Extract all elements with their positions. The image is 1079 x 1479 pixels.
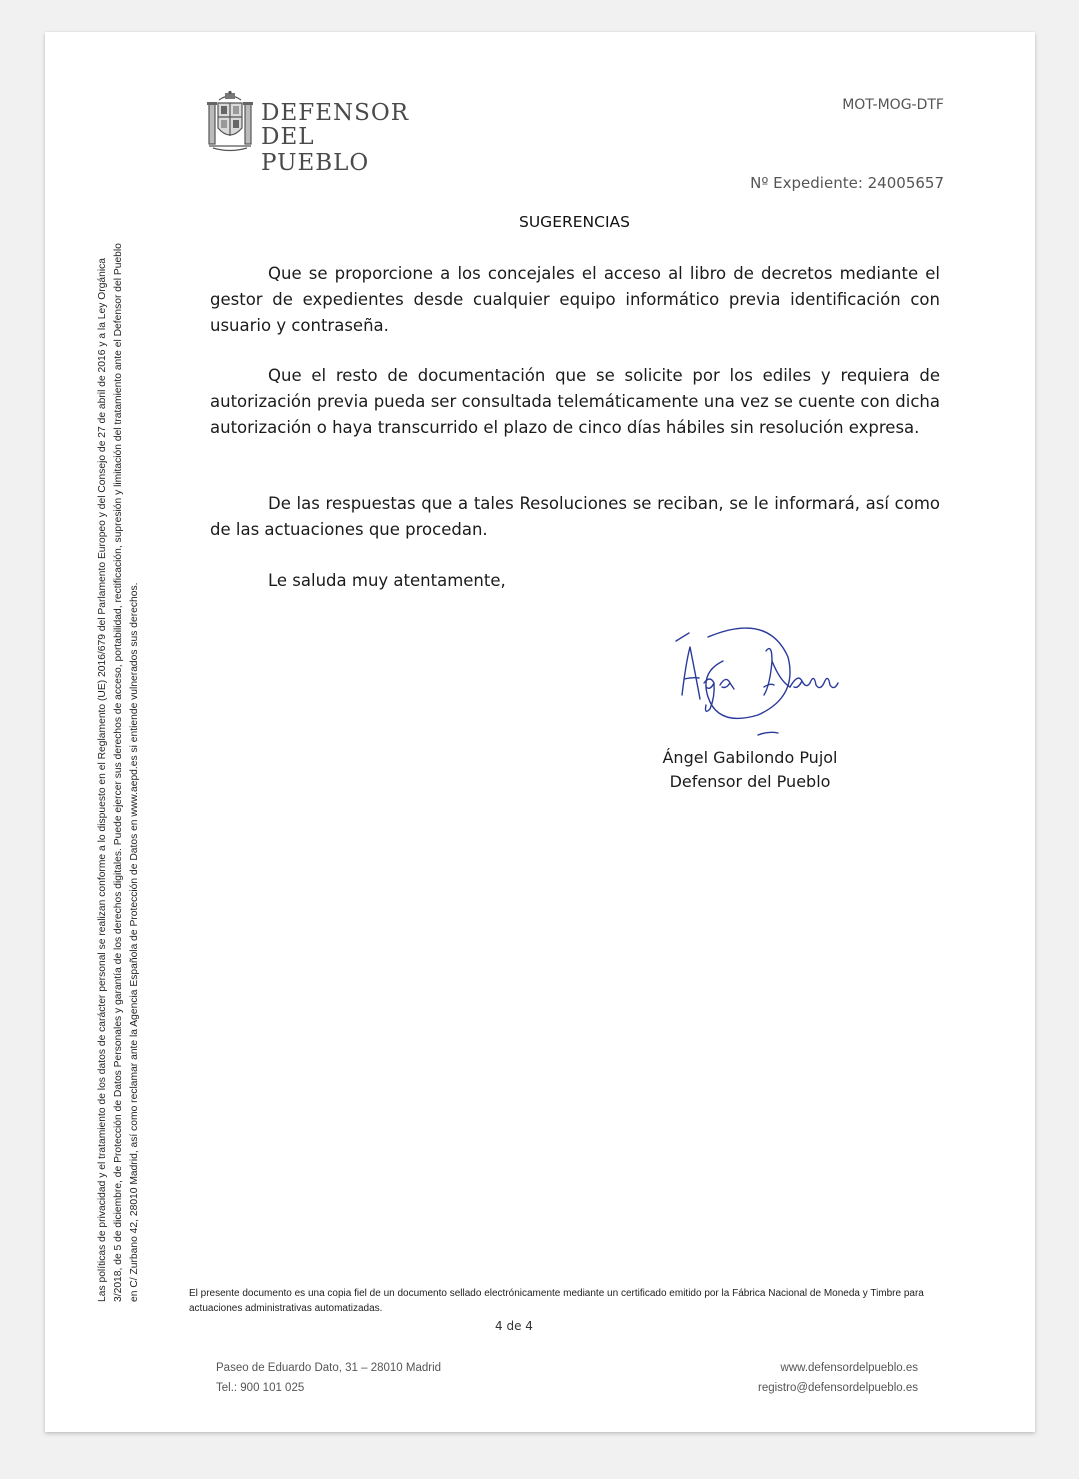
privacy-notice-vertical: Las políticas de privacidad y el tratamiento de los datos de carácter personal se realizan conforme a lo dispuesto en el Reglamento (UE) 2016/679 del Parlamento Europeo y del Consejo de 27 de abril de 2016 y a la Ley Orgánica 3/2018, de 5 de diciembre, de Protección de Datos Personales y garantía de los derechos digitales. Puede ejercer sus derechos de acceso, portabilidad, rectificación, supresión y limitación del tratamiento ante el Defensor del Pueblo en C/ Zurbano 42, 28010 Madrid, así como reclamar ante la Agencia Española de Protección de Datos en www.aepd.es si entiende vulnerados sus derechos.: [97, 243, 140, 1302]
defensor-logo: [205, 90, 410, 176]
footer-phone: Tel.: 900 101 025: [216, 1382, 305, 1394]
page-number: 4 de 4: [495, 1319, 533, 1333]
paragraph-2: Que el resto de documentación que se solicite por los ediles y requiera de autorización previa pueda ser consultada telemáticamente una vez se cuente con dicha autorización o haya transcurrido el plazo de cinco días hábiles sin resolución expresa.: [210, 366, 940, 437]
logo-wordmark-line2: DEL PUEBLO: [261, 124, 370, 176]
electronic-seal-notice: El presente documento es una copia fiel de un documento sellado electrónicamente mediante un certificado emitido por la Fábrica Nacional de Moneda y Timbre para actuaciones administrativas automatizadas.: [189, 1288, 924, 1314]
handwritten-signature-icon: [558, 617, 941, 742]
coat-of-arms-icon: [205, 90, 255, 152]
paragraph-3: De las respuestas que a tales Resoluciones se reciban, se le informará, así como de las actuaciones que procedan.: [210, 494, 940, 539]
signatory-block: [635, 746, 865, 794]
logo-wordmark-line1: DEFENSOR: [261, 100, 410, 126]
signature-image: [558, 617, 941, 742]
expediente-number: Nº Expediente: 24005657: [750, 174, 944, 192]
footer-contact-right: [758, 1358, 918, 1398]
document-page: [45, 32, 1035, 1432]
signatory-role: Defensor del Pueblo: [669, 772, 831, 791]
footer-contact-left: [216, 1358, 441, 1398]
document-code: MOT-MOG-DTF: [842, 97, 944, 113]
signatory-name: Ángel Gabilondo Pujol: [662, 748, 838, 767]
footer-address: Paseo de Eduardo Dato, 31 – 28010 Madrid: [216, 1362, 442, 1374]
paragraph-1: Que se proporcione a los concejales el acceso al libro de decretos mediante el gestor de expedientes desde cualquier equipo informático previa identificación con usuario y contraseña.: [210, 264, 940, 335]
footer-website: www.defensordelpueblo.es: [780, 1362, 918, 1374]
footer-email: registro@defensordelpueblo.es: [758, 1382, 918, 1394]
closing-salutation: Le saluda muy atentamente,: [268, 571, 506, 590]
section-title: SUGERENCIAS: [519, 213, 630, 231]
